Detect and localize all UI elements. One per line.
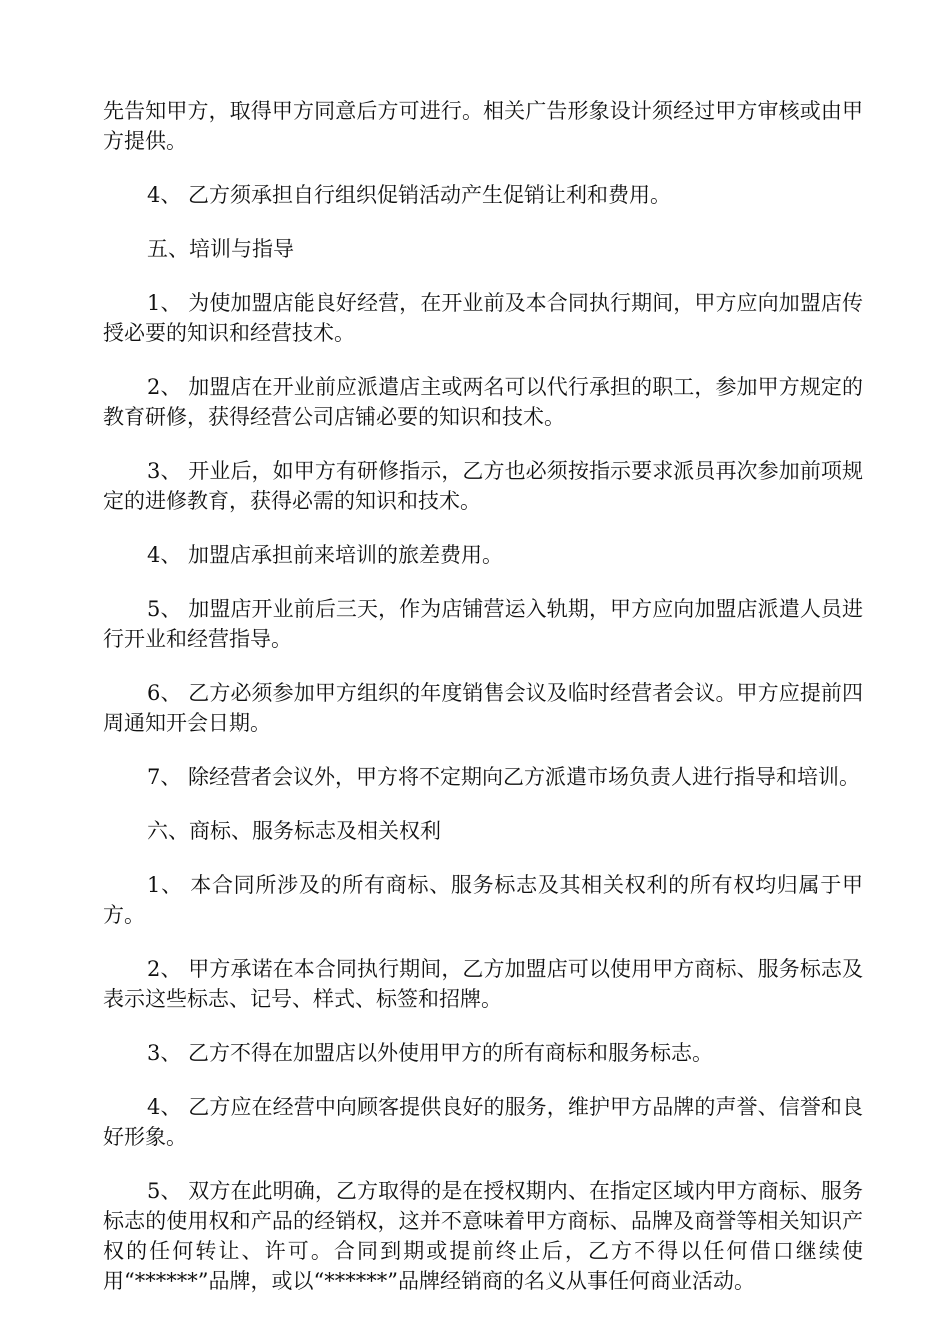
paragraph-training-6: 6、 乙方必须参加甲方组织的年度销售会议及临时经营者会议。甲方应提前四周通知开会日期。 xyxy=(103,681,863,735)
paragraph-training-3: 3、 开业后，如甲方有研修指示，乙方也必须按指示要求派员再次参加前项规定的进修教育，获得必需的知识和技术。 xyxy=(103,459,863,513)
paragraph-training-1: 1、 为使加盟店能良好经营，在开业前及本合同执行期间，甲方应向加盟店传授必要的知识和经营技术。 xyxy=(103,291,863,345)
document-body xyxy=(103,96,863,1320)
paragraph-training-7: 7、 除经营者会议外，甲方将不定期向乙方派遣市场负责人进行指导和培训。 xyxy=(147,765,861,789)
paragraph-trademark-2: 2、 甲方承诺在本合同执行期间，乙方加盟店可以使用甲方商标、服务标志及表示这些标志、记号、样式、标签和招牌。 xyxy=(103,957,863,1011)
paragraph-trademark-3: 3、 乙方不得在加盟店以外使用甲方的所有商标和服务标志。 xyxy=(147,1041,714,1065)
paragraph-item-4-promotion: 4、 乙方须承担自行组织促销活动产生促销让利和费用。 xyxy=(147,183,672,207)
paragraph-training-2: 2、 加盟店在开业前应派遣店主或两名可以代行承担的职工，参加甲方规定的教育研修，获得经营公司店铺必要的知识和技术。 xyxy=(103,375,863,429)
section-heading-training: 五、培训与指导 xyxy=(147,237,294,261)
paragraph-training-4: 4、 加盟店承担前来培训的旅差费用。 xyxy=(147,543,504,567)
paragraph-trademark-5: 5、 双方在此明确，乙方取得的是在授权期内、在指定区域内甲方商标、服务标志的使用权和产品的经销权，这并不意味着甲方商标、品牌及商誉等相关知识产权的任何转让、许可。合同到期或提前终止后，乙方不得以任何借口继续使用“******”品牌，或以“******”品牌经销商的名义从事任何商业活动。 xyxy=(103,1179,863,1293)
paragraph-trademark-1: 1、 本合同所涉及的所有商标、服务标志及其相关权利的所有权均归属于甲方。 xyxy=(103,873,863,927)
paragraph-training-5: 5、 加盟店开业前后三天，作为店铺营运入轨期，甲方应向加盟店派遣人员进行开业和经营指导。 xyxy=(103,597,863,651)
section-heading-trademark: 六、商标、服务标志及相关权利 xyxy=(147,819,441,843)
paragraph-trademark-4: 4、 乙方应在经营中向顾客提供良好的服务，维护甲方品牌的声誉、信誉和良好形象。 xyxy=(103,1095,863,1149)
paragraph-continuation: 先告知甲方，取得甲方同意后方可进行。相关广告形象设计须经过甲方审核或由甲方提供。 xyxy=(103,99,863,153)
